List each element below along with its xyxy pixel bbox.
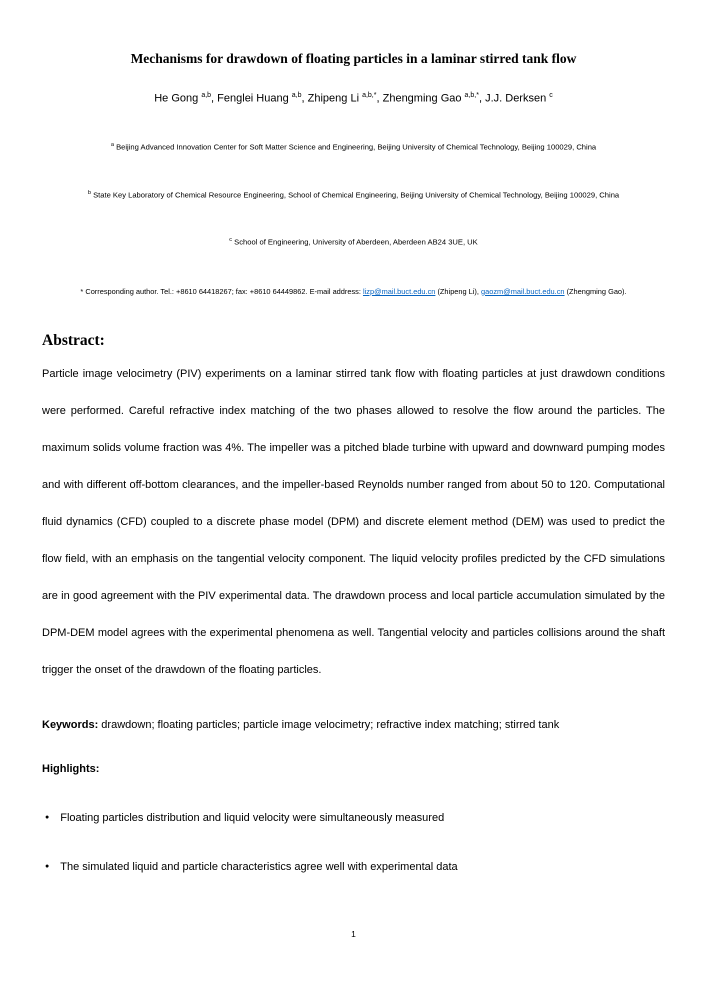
affiliation-a [42,142,665,152]
affiliation-marker: c [229,237,233,244]
author-separator: , [478,92,486,105]
highlight-text: The simulated liquid and particle characteristics agree well with experimental data [60,860,458,873]
paper-title: Mechanisms for drawdown of floating particles in a laminar stirred tank flow [130,51,577,66]
corresponding-text-after: (Zhengming Gao). [564,286,627,296]
author-name: He Gong [154,92,202,105]
author-affiliation-marker: a,b [291,91,302,99]
author-name: Zhengming Gao [382,92,465,105]
author-affiliation-marker: a,b [201,91,212,99]
highlight-item [42,812,665,824]
email-link-zhipeng-li[interactable]: lizp@mail.buct.edu.cn [362,286,436,296]
keywords-label: Keywords: [42,718,99,731]
highlights-heading: Highlights: [42,762,100,775]
abstract-text: Particle image velocimetry (PIV) experiments on a laminar stirred tank flow with floating particles at just drawdown conditions were performed. Careful refractive index matching of the two phases allowed to resolve the flow around the particles. The maximum solids volume fraction was 4%. The impeller was a pitched blade turbine with upward and downward pumping modes and with different off-bottom clearances, and the impeller-based Reynolds number ranged from about 50 to 120. Computational fluid dynamics (CFD) coupled to a discrete phase model (DPM) and discrete element method (DEM) was used to predict the flow field, with an emphasis on the tangential velocity component. The liquid velocity profiles predicted by the CFD simulations are in good agreement with the PIV experimental data. The drawdown process and local particle accumulation simulated by the DPM-DEM model agrees with the experimental phenomena as well. Tangential velocity and particles collisions around the shaft trigger the onset of the drawdown of the floating particles. [42,367,665,676]
corresponding-author-note [42,287,665,296]
page-number: 1 [351,929,356,939]
author-affiliation-marker: c [549,91,553,99]
abstract-heading: Abstract: [42,331,105,349]
author-name: Fenglei Huang [217,92,292,105]
affiliation-c [42,237,665,247]
affiliation-b [42,190,665,200]
author-separator: , [211,92,218,105]
corresponding-text-before: * Corresponding author. Tel.: +8610 64418267; fax: +8610 64449862. E-mail address: [80,286,363,296]
affiliation-marker: b [87,189,91,196]
author-name: J.J. Derksen [485,92,550,105]
author-separator: , [301,92,308,105]
author-affiliation-marker: a,b,* [464,91,479,99]
corresponding-text-between: (Zhipeng Li), [435,286,482,296]
author-separator: , [376,92,383,105]
author-affiliation-marker: a,b,* [362,91,377,99]
author-line [42,92,665,105]
author-name: Zhipeng Li [307,92,363,105]
keywords-line [42,719,665,731]
affiliation-text: School of Engineering, University of Aberdeen, Aberdeen AB24 3UE, UK [232,237,478,247]
bullet-icon: ● [45,863,50,871]
highlight-text: Floating particles distribution and liquid velocity were simultaneously measured [60,811,445,824]
keywords-text: drawdown; floating particles; particle image velocimetry; refractive index matching; stirred tank [98,718,560,731]
email-link-zhengming-gao[interactable]: gaozm@mail.buct.edu.cn [481,286,565,296]
affiliation-text: Beijing Advanced Innovation Center for Soft Matter Science and Engineering, Beijing University of Chemical Technology, Beijing 100029, China [113,142,597,152]
affiliation-marker: a [110,142,114,149]
bullet-icon: ● [45,814,50,822]
highlight-item [42,861,665,873]
affiliation-text: State Key Laboratory of Chemical Resource Engineering, School of Chemical Engineering, Beijing University of Chemical Technology, Beijing 100029, China [90,190,620,200]
